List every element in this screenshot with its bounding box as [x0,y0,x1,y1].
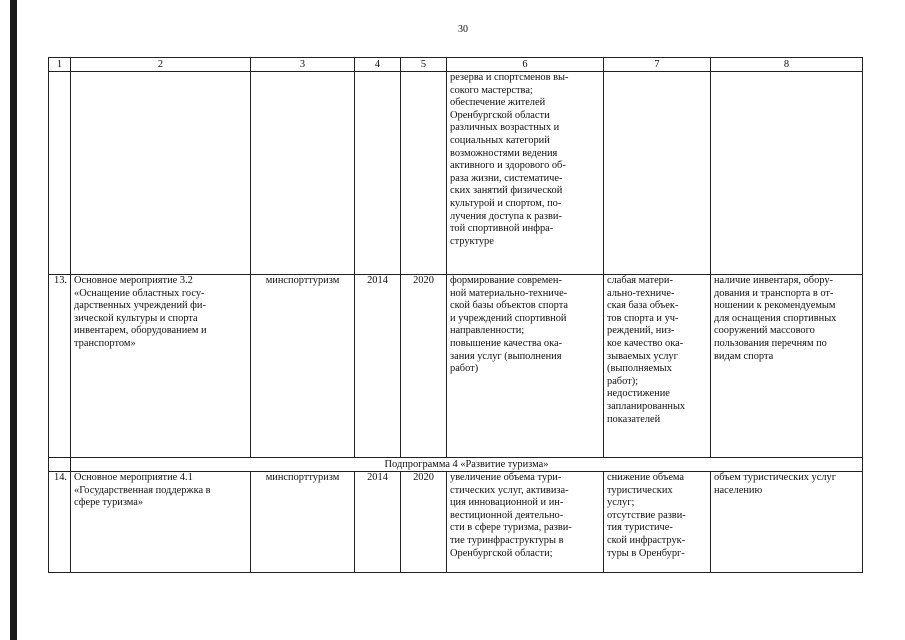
empty-cell [71,72,251,275]
indicator-cell [711,275,863,458]
cell-text-line: наличие инвентаря, обору- [714,275,833,286]
cell-text-line: Основное мероприятие 3.2 [74,275,193,286]
subprogram-title: Подпрограмма 4 «Развитие туризма» [71,458,863,472]
cell-text-line: культурой и спортом, по- [450,197,562,209]
cell-text-line: сокого мастерства; [450,84,533,96]
start-year-cell: 2014 [355,275,401,458]
table-row-13 [49,275,863,458]
empty-cell [49,458,71,472]
cell-text-line: туристических [607,484,673,496]
column-header: 3 [251,58,355,72]
cell-text-line: дования и транспорта в от- [714,287,834,299]
executor-cell: минспорттуризм [251,275,355,458]
column-header: 6 [447,58,604,72]
row-number: 13. [49,275,71,458]
subprogram-row [49,458,863,472]
column-header: 8 [711,58,863,72]
indicator-cell [711,472,863,573]
cell-text-line: работ) [450,363,479,375]
consequence-cell [604,275,711,458]
cell-text-line: дарственных учреждений фи- [74,300,206,312]
cell-text-line: слабая матери- [607,275,673,286]
cell-text-line: ной материально-техниче- [450,287,568,299]
cell-text-line: зания услуг (выполнения [450,350,562,362]
cell-text-line: направленности; [450,325,525,337]
cell-text-line: (выполняемых [607,363,672,375]
cell-text-line: инвентарем, оборудованием и [74,325,207,337]
result-cell [447,472,604,573]
empty-cell [604,72,711,275]
cell-text-line: зываемых услуг [607,350,678,362]
cell-text-line: формирование современ- [450,275,562,286]
column-header: 1 [49,58,71,72]
executor-cell: минспорттуризм [251,472,355,573]
empty-cell [711,72,863,275]
cell-text-line: ской базы объектов спорта [450,300,568,312]
cell-text-line: тие туринфраструктуры в [450,534,564,546]
empty-cell [251,72,355,275]
column-header: 7 [604,58,711,72]
cell-text-line: различных возрастных и [450,122,560,134]
empty-cell [49,72,71,275]
cell-text-line: структуре [450,235,494,247]
cell-text-line: запланированных [607,400,686,412]
cell-text-line: лучения доступа к разви- [450,210,562,222]
table-row-14 [49,472,863,573]
cell-text-line: зической культуры и спорта [74,312,198,324]
cell-text-line: и учреждений спортивной [450,312,567,324]
end-year-cell: 2020 [401,275,447,458]
cell-text-line: сооружений массового [714,325,815,337]
cell-text-line: Оренбургской области [450,109,550,121]
plan-table [48,57,863,573]
consequence-cell [604,472,711,573]
continuation-row [49,72,863,275]
cell-text-line: видам спорта [714,350,774,362]
cell-text-line: увеличение объема тури- [450,472,562,483]
column-number-row [49,58,863,72]
event-cell [71,275,251,458]
cell-text-line: ношении к рекомендуемым [714,300,836,312]
result-cell [447,275,604,458]
end-year-cell: 2020 [401,472,447,573]
start-year-cell: 2014 [355,472,401,573]
cell-text-line: сфере туризма» [74,497,144,509]
cell-text-line: раза жизни, систематиче- [450,172,563,184]
column-header: 4 [355,58,401,72]
page-number: 30 [458,24,468,35]
column-header: 2 [71,58,251,72]
cell-text-line: населению [714,484,763,496]
cell-text-line: социальных категорий [450,134,550,146]
cell-text-line: стических услуг, активиза- [450,484,569,496]
cell-text-line: резерва и спортсменов вы- [450,72,569,83]
cell-text-line: активного и здорового об- [450,160,566,172]
cell-text-line: снижение объема [607,472,685,483]
cell-text-line: ской инфраструк- [607,534,686,546]
cell-text-line: работ); [607,375,639,387]
cell-text-line: сти в сфере туризма, разви- [450,522,572,534]
empty-cell [355,72,401,275]
cell-text-line: пользования перечням по [714,337,827,349]
cell-text-line: для оснащения спортивных [714,312,837,324]
cell-text-line: ально-техниче- [607,287,675,299]
cell-text-line: услуг; [607,497,635,509]
cell-text-line: ция инновационной и ин- [450,497,564,509]
cell-text-line: показателей [607,413,661,425]
result-cell [447,72,604,275]
row-number: 14. [49,472,71,573]
event-cell [71,472,251,573]
cell-text-line: «Государственная поддержка в [74,484,211,496]
cell-text-line: недостижение [607,388,670,400]
cell-text-line: вестиционной деятельно- [450,509,564,521]
cell-text-line: ских занятий физической [450,185,563,197]
cell-text-line: туры в Оренбург- [607,547,685,559]
cell-text-line: повышение качества ока- [450,337,563,349]
cell-text-line: тов спорта и уч- [607,312,679,324]
cell-text-line: объем туристических услуг [714,472,837,483]
cell-text-line: кое качество ока- [607,337,684,349]
cell-text-line: «Оснащение областных госу- [74,287,205,299]
cell-text-line: обеспечение жителей [450,97,546,109]
cell-text-line: возможностями ведения [450,147,558,159]
column-header: 5 [401,58,447,72]
empty-cell [401,72,447,275]
cell-text-line: ская база объек- [607,300,679,312]
cell-text-line: Оренбургской области; [450,547,553,559]
cell-text-line: транспортом» [74,337,136,349]
cell-text-line: реждений, низ- [607,325,675,337]
cell-text-line: тия туристиче- [607,522,673,534]
cell-text-line: отсутствие разви- [607,509,686,521]
cell-text-line: той спортивной инфра- [450,223,554,235]
cell-text-line: Основное мероприятие 4.1 [74,472,193,483]
scan-edge-bar [10,0,17,640]
